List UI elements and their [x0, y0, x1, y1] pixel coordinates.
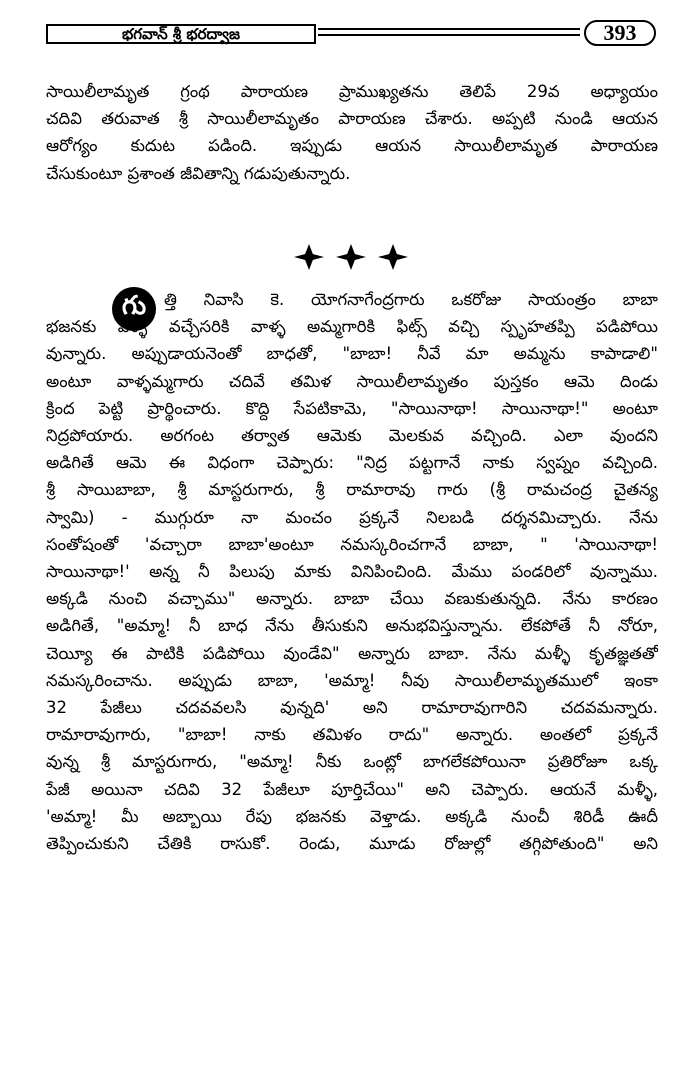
header-title: భగవాన్ శ్రీ భరద్వాజ: [46, 24, 316, 44]
text-line: అంటూ వాళ్ళమ్మగారు చదివే తమిళ సాయిలీలామృతం పుస్తకం ఆమె దిండు: [46, 371, 658, 391]
paragraph-2: [46, 286, 658, 857]
text-line: అక్కడి నుంచి వచ్చాము" అన్నారు. బాబా చేయి వణుకుతున్నది. నేను కారణం: [46, 589, 658, 609]
text-line: వున్న శ్రీ మాస్టరుగారు, "అమ్మా! నీకు ఒంట్లో బాగలేకపోయినా ప్రతిరోజూ ఒక్క: [46, 752, 658, 772]
page-number: 393: [584, 20, 656, 46]
triple-diamond-flourish-icon: [290, 242, 412, 272]
drop-cap-badge: గు: [112, 287, 156, 331]
text-line: క్రింద పెట్టి ప్రార్థించారు. కొద్ది సేపటికామె, "సాయినాథా! సాయినాథా!" అంటూ: [46, 398, 658, 418]
text-line: చేసుకుంటూ ప్రశాంత జీవితాన్ని గడుపుతున్నారు.: [46, 163, 351, 183]
text-line: నమస్కరించాను. అప్పుడు బాబా, 'అమ్మా! నీవు సాయిలీలామృతములో ఇంకా: [46, 670, 658, 690]
text-line: అడిగితే, "అమ్మా! నీ బాధ నేను తీసుకుని అనుభవిస్తున్నాను. లేకపోతే నీ నోరూ,: [46, 616, 658, 636]
text-line: పేజీ అయినా చదివి 32 పేజీలూ పూర్తిచేయి" అని చెప్పారు. ఆయనే మళ్ళీ,: [46, 779, 658, 799]
text-line: సంతోషంతో 'వచ్చారా బాబా'అంటూ నమస్కరించగానే బాబా, " 'సాయినాథా!: [46, 534, 658, 554]
text-line: స్వామి) - ముగ్గురూ నా మంచం ప్రక్కనే నిలబడి దర్శనమిచ్చారు. నేను: [46, 507, 658, 527]
text-line: భజనకు వెళ్ళి వచ్చేసరికి వాళ్ళ అమ్మగారికి ఫిట్స్ వచ్చి స్పృహతప్పి పడిపోయి: [46, 317, 658, 337]
text-line: తెప్పించుకుని చేతికి రాసుకో. రెండు, మూడు రోజుల్లో తగ్గిపోతుంది" అని: [46, 834, 658, 854]
text-line: ఆరోగ్యం కుదుట పడింది. ఇప్పుడు ఆయన సాయిలీలామృత పారాయణ: [46, 136, 658, 156]
text-line: సాయినాథా!' అన్న నీ పిలుపు మాకు వినిపించింది. మేము పండరిలో వున్నాము.: [46, 562, 658, 582]
text-line: అడిగితే ఆమె ఈ విధంగా చెప్పారు: "నిద్ర పట్టగానే నాకు స్వప్నం వచ్చింది.: [46, 453, 658, 473]
text-line: శ్రీ సాయిబాబా, శ్రీ మాస్టరుగారు, శ్రీ రామారావు గారు (శ్రీ రామచంద్ర చైతన్య: [46, 480, 658, 500]
text-line: సాయిలీలామృత గ్రంథ పారాయణ ప్రాముఖ్యతను తెలిపే 29వ అధ్యాయం: [46, 82, 658, 101]
header-rule: [318, 28, 580, 36]
text-line: 'అమ్మా! మీ అబ్బాయి రేపు భజనకు వెళ్తాడు. అక్కడి నుంచీ శిరిడీ ఊదీ: [46, 806, 658, 826]
text-line: 32 పేజీలు చదవవలసి వున్నది' అని రామారావుగారిని చదవమన్నారు.: [46, 698, 658, 718]
text-line: చెయ్యీ ఈ పాటికి పడిపోయి వుండేవి" అన్నారు బాబా. నేను మళ్ళీ కృతజ్ఞతతో: [46, 643, 658, 663]
running-header: [46, 20, 658, 48]
text-line: చదివి తరువాత శ్రీ సాయిలీలామృతం పారాయణ చేశారు. అప్పటి నుండి ఆయన: [46, 109, 658, 129]
text-line: నిద్రపోయారు. అరగంట తర్వాత ఆమెకు మెలకువ వచ్చింది. ఎలా వుందని: [46, 426, 658, 446]
text-line: రామారావుగారు, "బాబా! నాకు తమిళం రాదు" అన్నారు. అంతలో ప్రక్కనే: [46, 725, 658, 745]
paragraph-1: [46, 78, 658, 187]
text-line: వున్నారు. అప్పుడాయనెంతో బాధతో, "బాబా! నీవే మా అమ్మను కాపాడాలి": [46, 344, 658, 364]
text-line: త్తి నివాసి కె. యోగనాగేంద్రగారు ఒకరోజు సాయంత్రం బాబా: [164, 290, 658, 309]
